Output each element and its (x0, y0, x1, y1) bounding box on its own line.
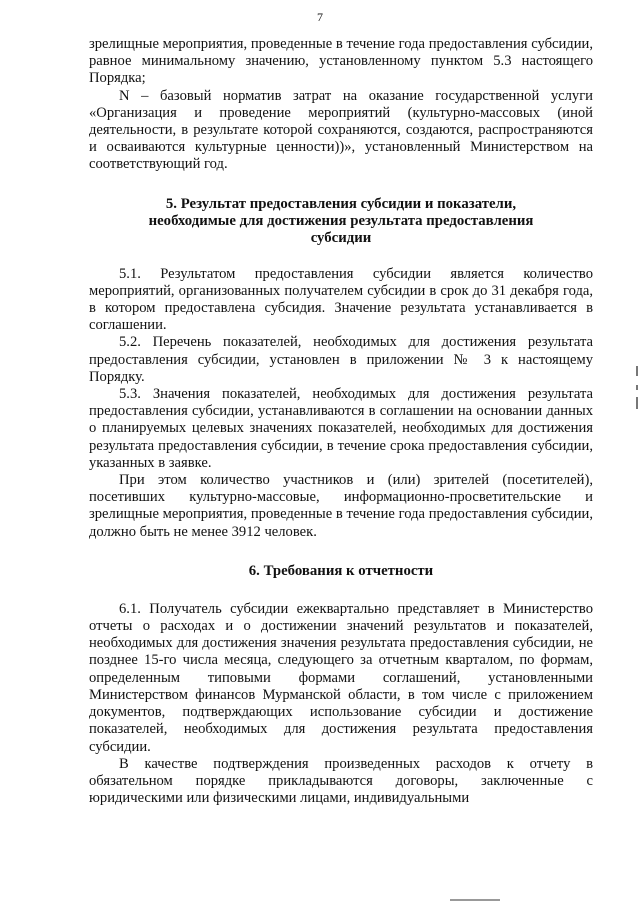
section-5-title-line-2: необходимые для достижения результата предоставления (148, 212, 534, 229)
section-5-heading (89, 196, 593, 247)
paragraph-5-3: 5.3. Значения показателей, необходимых для достижения результата предоставления субсидии, устанавливаются в соглашении на основании данных о планируемых целевых значениях показателей, необходимых для достижения результата предоставления субсидии, в течение срока предоставления субсидии, указанных в заявке. (89, 386, 593, 471)
scan-edge-mark (636, 366, 638, 376)
paragraph-5-1: 5.1. Результатом предоставления субсидии является количество мероприятий, организованных получателем субсидии в срок до 31 декабря года, в котором предоставлена субсидия. Значение результата устанавливается в соглашении. (89, 265, 593, 334)
scan-edge-mark (636, 397, 638, 409)
paragraph-n-definition: N – базовый норматив затрат на оказание государственной услуги «Организация и проведение мероприятий (культурно-массовых (иной деятельности, в результате которой сохраняются, создаются, распространяются и осваиваются культурные ценности))», установленный Министерством на соответствующий год. (89, 87, 593, 173)
section-5-title-line-3: субсидии (310, 229, 372, 246)
section-6-heading: 6. Требования к отчетности (248, 562, 434, 579)
scan-edge-mark (636, 385, 638, 390)
paragraph-5-2: 5.2. Перечень показателей, необходимых для достижения результата предоставления субсидии, установлен в приложении № 3 к настоящему Порядку. (89, 334, 593, 385)
scan-bottom-mark (450, 899, 500, 901)
paragraph-5-3-participants: При этом количество участников и (или) зрителей (посетителей), посетивших культурно-массовые, информационно-просветительские и зрелищные мероприятия, проведенные в течение года предоставления субсидии, должно быть не менее 3912 человек. (89, 472, 593, 540)
paragraph-continuation: зрелищные мероприятия, проведенные в течение года предоставления субсидии, равное минимальному значению, установленному пунктом 5.3 настоящего Порядка; (89, 36, 593, 87)
paragraph-6-1: 6.1. Получатель субсидии ежеквартально представляет в Министерство отчеты о расходах и о достижении значений результатов и показателей, необходимых для достижения значения результата предоставления субсидии, не позднее 15-го числа месяца, следующего за отчетным кварталом, по формам, определенным типовыми формами соглашений, установленными Министерством финансов Мурманской области, в том числе с приложением документов, подтверждающих использование субсидии и достижение показателей, необходимых для достижения результата предоставления субсидии. (89, 600, 593, 755)
page-number: 7 (317, 10, 323, 24)
document-body (89, 36, 593, 807)
section-5-title-line-1: 5. Результат предоставления субсидии и показатели, (165, 195, 517, 212)
paragraph-6-1-confirmation: В качестве подтверждения произведенных расходов к отчету в обязательном порядке прикладываются договоры, заключенные с юридическими или физическими лицами, индивидуальными (89, 755, 593, 807)
